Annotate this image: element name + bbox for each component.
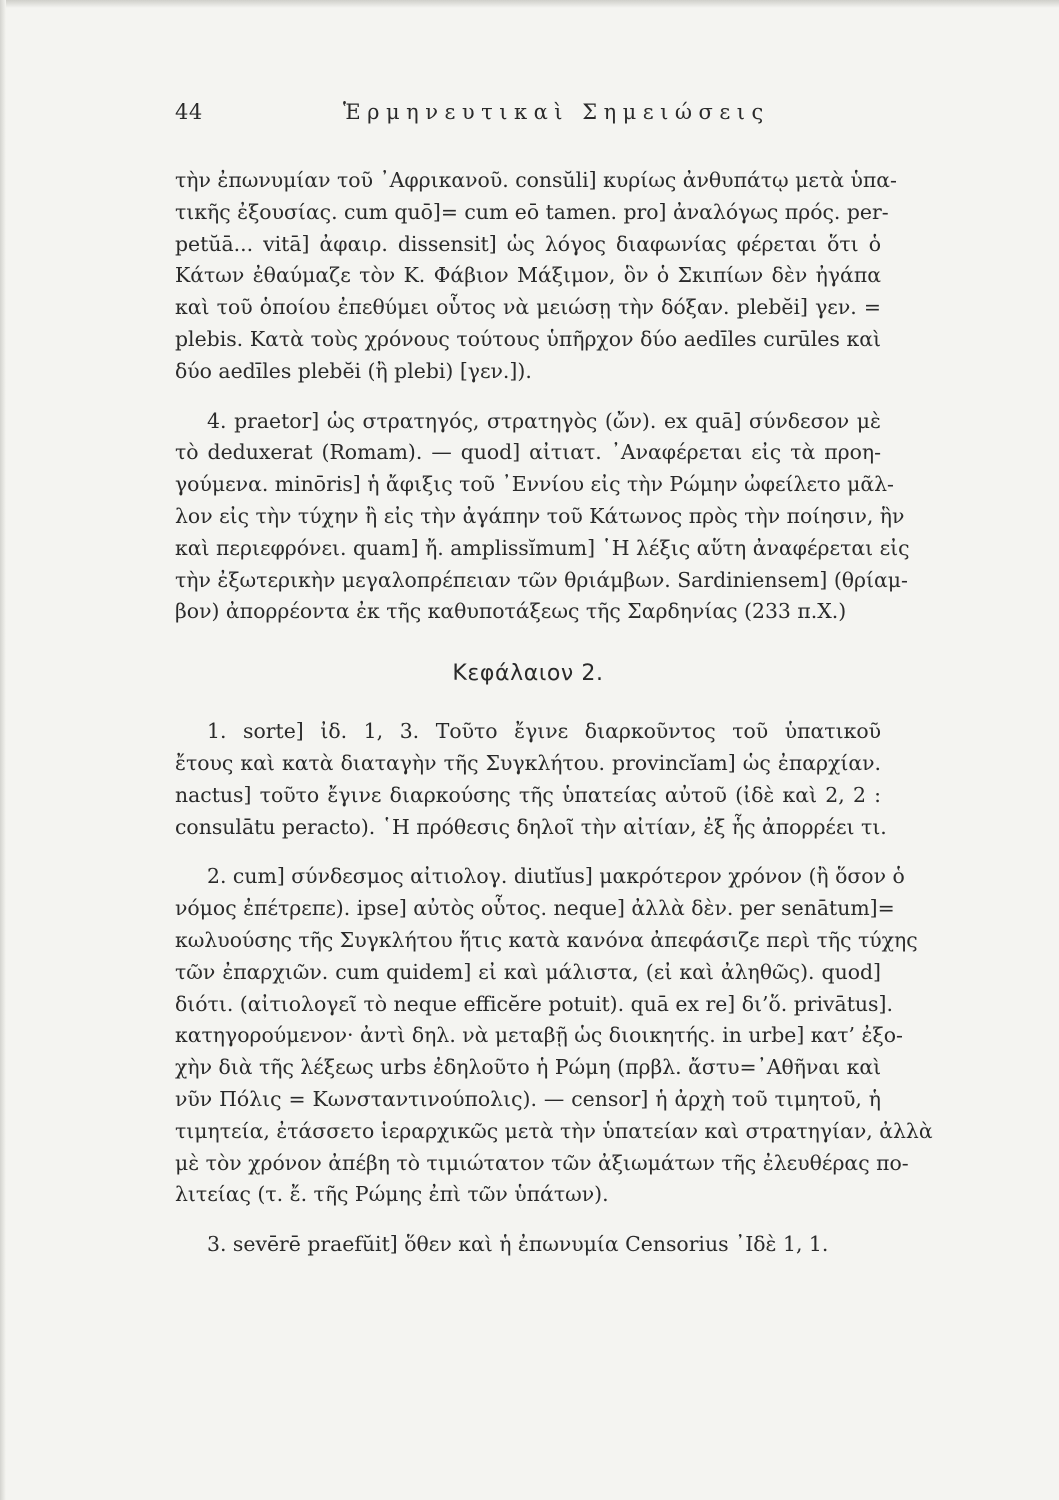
text-line: τικῆς ἐξουσίας. cum quō]= cum eō tamen. pro] ἀναλόγως πρός. per- — [175, 199, 889, 224]
running-title: Ἑρμηνευτικαὶ Σημειώσεις — [343, 100, 770, 124]
text-line: 2. cum] σύνδεσμος αἰτιολογ. diutĭus] μακρότερον χρόνον (ἢ ὅσον ὁ — [207, 864, 905, 889]
text-line: γούμενα. minōris] ἡ ἄφιξις τοῦ ᾿Εννίου εἰς τὴν Ρώμην ὠφείλετο μᾶλ- — [175, 472, 894, 497]
text-line: νόμος ἐπέτρεπε). ipse] αὐτὸς οὗτος. neque] ἀλλὰ δὲν. per senātum]= — [175, 896, 895, 921]
text-line: καὶ τοῦ ὁποίου ἐπεθύμει οὗτος νὰ μειώσῃ τὴν δόξαν. plebĕi] γεν. = — [175, 295, 881, 320]
text-line: τιμητεία, ἐτάσσετο ἱεραρχικῶς μετὰ τὴν ὑπατείαν καὶ στρατηγίαν, ἀλλὰ — [175, 1118, 933, 1143]
text-line: plebis. Κατὰ τοὺς χρόνους τούτους ὑπῆρχον δύο aedīles curūles καὶ — [175, 326, 881, 351]
text-line: δύο aedīles plebĕi (ἢ plebi) [γεν.]). — [175, 358, 532, 383]
page-body — [175, 165, 933, 1261]
paragraph-gap — [175, 1211, 881, 1229]
paragraph-5 — [175, 1229, 881, 1261]
chapter-heading: Κεφάλαιον 2. — [452, 661, 604, 687]
paragraph-1 — [175, 165, 897, 388]
paragraph-2 — [175, 406, 910, 629]
text-line: νῦν Πόλις = Κωνσταντινούπολις). — censor] ἡ ἀρχὴ τοῦ τιμητοῦ, ἡ — [175, 1086, 881, 1111]
text-line: Κάτων ἐθαύμαζε τὸν Κ. Φάβιον Μάξιμον, ὃν ὁ Σκιπίων δὲν ἠγάπα — [175, 263, 881, 288]
page-header — [175, 100, 880, 134]
text-line: τῶν ἐπαρχιῶν. cum quidem] εἰ καὶ μάλιστα, (εἰ καὶ ἀληθῶς). quod] — [175, 959, 881, 984]
paragraph-3 — [175, 716, 887, 843]
text-line: βον) ἀπορρέοντα ἐκ τῆς καθυποτάξεως τῆς Σαρδηνίας (233 π.Χ.) — [175, 599, 847, 624]
text-line: 3. sevērē praefŭit] ὅθεν καὶ ἡ ἐπωνυμία Censorius ᾿Ιδὲ 1, 1. — [207, 1232, 829, 1257]
text-line: τὴν ἐξωτερικὴν μεγαλοπρέπειαν τῶν θριάμβων. Sardiniensem] (θρίαμ- — [175, 567, 908, 592]
text-line: λον εἰς τὴν τύχην ἢ εἰς τὴν ἀγάπην τοῦ Κάτωνος πρὸς τὴν ποίησιν, ἣν — [175, 503, 905, 528]
text-line: consulātu peracto). ῾Η πρόθεσις δηλοῖ τὴν αἰτίαν, ἐξ ἧς ἀπορρέει τι. — [175, 814, 887, 839]
text-line: καὶ περιεφρόνει. quam] ἤ. amplissĭmum] ῾Η λέξις αὕτη ἀναφέρεται εἰς — [175, 535, 910, 560]
page-left-edge — [0, 0, 6, 1500]
page-number: 44 — [175, 100, 203, 124]
text-line: χὴν διὰ τῆς λέξεως urbs ἐδηλοῦτο ἡ Ρώμη (πρβλ. ἄστυ=᾿Αθῆναι καὶ — [175, 1055, 882, 1080]
text-line: κωλυούσης τῆς Συγκλήτου ἥτις κατὰ κανόνα ἀπεφάσιζε περὶ τῆς τύχης — [175, 927, 918, 952]
page-top-edge — [0, 0, 1059, 8]
text-line: τὴν ἐπωνυμίαν τοῦ ᾿Αφρικανοῦ. consŭli] κυρίως ἀνθυπάτῳ μετὰ ὑπα- — [175, 168, 897, 192]
text-line: 4. praetor] ὡς στρατηγός, στρατηγὸς (ὤν). ex quā] σύνδεσον μὲ — [207, 408, 881, 433]
text-line: nactus] τοῦτο ἔγινε διαρκούσης τῆς ὑπατείας αὐτοῦ (ἰδὲ καὶ 2, 2 : — [175, 782, 881, 807]
paragraph-gap — [175, 843, 881, 861]
text-line: petŭā... vitā] ἀφαιρ. dissensit] ὡς λόγος διαφωνίας φέρεται ὅτι ὁ — [175, 231, 881, 256]
text-line: κατηγορούμενον· ἀντὶ δηλ. νὰ μεταβῇ ὡς διοικητής. in urbe] κατ’ ἐξο- — [175, 1023, 903, 1048]
paragraph-4 — [175, 861, 933, 1211]
text-line: λιτείας (τ. ἔ. τῆς Ρώμης ἐπὶ τῶν ὑπάτων). — [175, 1182, 609, 1207]
text-line: τὸ deduxerat (Romam). — quod] αἰτιατ. ᾿Αναφέρεται εἰς τὰ προη- — [175, 440, 881, 465]
paragraph-gap — [175, 388, 881, 406]
text-line: διότι. (αἰτιολογεῖ τὸ neque efficĕre potuit). quā ex re] δι’ὅ. privātus]. — [175, 991, 893, 1016]
text-line: 1. sorte] ἰδ. 1, 3. Τοῦτο ἔγινε διαρκοῦντος τοῦ ὑπατικοῦ — [207, 719, 881, 744]
text-line: ἔτους καὶ κατὰ διαταγὴν τῆς Συγκλήτου. provincĭam] ὡς ἐπαρχίαν. — [175, 750, 881, 775]
text-line: μὲ τὸν χρόνον ἀπέβη τὸ τιμιώτατον τῶν ἀξιωμάτων τῆς ἐλευθέρας πο- — [175, 1150, 909, 1175]
